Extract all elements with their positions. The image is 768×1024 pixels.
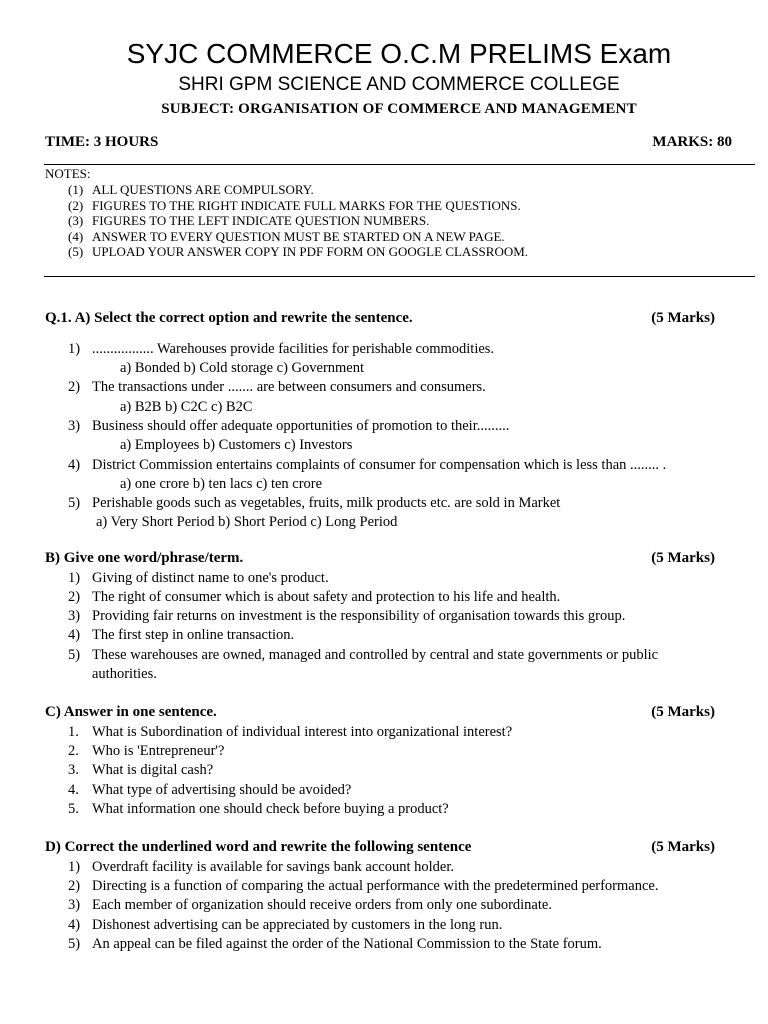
q1a-item-text: Perishable goods such as vegetables, fruits, milk products etc. are sold in Market xyxy=(92,495,561,511)
q1d-item-text: Each member of organization should receive orders from only one subordinate. xyxy=(92,897,552,913)
q1a-item-options: a) Employees b) Customers c) Investors xyxy=(120,437,353,453)
q1a-item-number: 4) xyxy=(68,457,81,473)
q1b-item-text-continued: authorities. xyxy=(92,666,157,682)
q1a-item-text: Business should offer adequate opportunities of promotion to their......... xyxy=(92,418,510,434)
divider-bottom xyxy=(44,276,755,277)
q1d-heading: D) Correct the underlined word and rewrite the following sentence xyxy=(45,839,472,855)
q1c-item-number: 3. xyxy=(68,762,79,778)
q1a-item-text: District Commission entertains complaints of consumer for compensation which is less than ........ . xyxy=(92,457,667,473)
q1d-item-text: An appeal can be filed against the order of the National Commission to the State forum. xyxy=(92,936,602,952)
q1b-heading: B) Give one word/phrase/term. xyxy=(45,550,244,566)
q1d-marks: (5 Marks) xyxy=(651,839,715,855)
note-number: (5) xyxy=(68,244,84,259)
q1a-item-text: ................. Warehouses provide facilities for perishable commodities. xyxy=(92,341,495,357)
note-text: FIGURES TO THE LEFT INDICATE QUESTION NUMBERS. xyxy=(92,213,430,228)
q1d-item-number: 2) xyxy=(68,878,81,894)
q1a-item-options: a) Bonded b) Cold storage c) Government xyxy=(120,360,365,376)
q1c-item-number: 5. xyxy=(68,801,79,817)
q1c-heading: C) Answer in one sentence. xyxy=(45,704,217,720)
q1b-item-number: 3) xyxy=(68,608,81,624)
q1d-item-text: Directing is a function of comparing the actual performance with the predetermined performance. xyxy=(92,878,659,894)
time-label: TIME: 3 HOURS xyxy=(45,134,159,150)
note-text: ANSWER TO EVERY QUESTION MUST BE STARTED ON A NEW PAGE. xyxy=(92,229,505,244)
q1c-item-text: What is Subordination of individual interest into organizational interest? xyxy=(92,724,513,740)
q1a-item-number: 5) xyxy=(68,495,81,511)
marks-label: MARKS: 80 xyxy=(652,134,732,150)
q1b-item-text: The first step in online transaction. xyxy=(92,627,295,643)
q1c-item-text: What information one should check before buying a product? xyxy=(92,801,449,817)
note-number: (3) xyxy=(68,213,84,228)
note-number: (1) xyxy=(68,182,84,197)
q1c-item-number: 1. xyxy=(68,724,79,740)
q1b-item-text: Providing fair returns on investment is the responsibility of organisation towards this group. xyxy=(92,608,626,624)
q1d-item-text: Overdraft facility is available for savings bank account holder. xyxy=(92,859,454,875)
q1b-marks: (5 Marks) xyxy=(651,550,715,566)
q1c-item-number: 4. xyxy=(68,782,79,798)
q1c-item-text: Who is 'Entrepreneur'? xyxy=(92,743,225,759)
q1a-marks: (5 Marks) xyxy=(651,310,715,326)
note-text: FIGURES TO THE RIGHT INDICATE FULL MARKS FOR THE QUESTIONS. xyxy=(92,198,521,213)
exam-title: SYJC COMMERCE O.C.M PRELIMS Exam xyxy=(126,38,672,69)
q1d-item-number: 1) xyxy=(68,859,81,875)
q1d-item-number: 4) xyxy=(68,917,81,933)
q1c-item-number: 2. xyxy=(68,743,79,759)
notes-heading: NOTES: xyxy=(45,166,91,181)
q1b-item-number: 4) xyxy=(68,627,81,643)
note-number: (2) xyxy=(68,198,84,213)
q1c-marks: (5 Marks) xyxy=(651,704,715,720)
note-text: ALL QUESTIONS ARE COMPULSORY. xyxy=(92,182,314,197)
q1b-item-text: These warehouses are owned, managed and controlled by central and state governments or public xyxy=(92,647,659,663)
q1d-item-number: 3) xyxy=(68,897,81,913)
note-number: (4) xyxy=(68,229,84,244)
college-name: SHRI GPM SCIENCE AND COMMERCE COLLEGE xyxy=(178,74,620,95)
subject-line: SUBJECT: ORGANISATION OF COMMERCE AND MANAGEMENT xyxy=(161,101,637,117)
q1a-item-options: a) one crore b) ten lacs c) ten crore xyxy=(120,476,323,492)
q1a-item-options: a) B2B b) C2C c) B2C xyxy=(120,399,253,415)
q1c-item-text: What is digital cash? xyxy=(92,762,214,778)
q1a-item-number: 3) xyxy=(68,418,81,434)
q1d-item-text: Dishonest advertising can be appreciated by customers in the long run. xyxy=(92,917,503,933)
q1a-item-options: a) Very Short Period b) Short Period c) Long Period xyxy=(96,514,398,530)
q1b-item-number: 5) xyxy=(68,647,81,663)
divider-top xyxy=(44,164,755,165)
note-text: UPLOAD YOUR ANSWER COPY IN PDF FORM ON GOOGLE CLASSROOM. xyxy=(92,244,529,259)
q1b-item-number: 1) xyxy=(68,570,81,586)
q1a-item-number: 2) xyxy=(68,379,81,395)
q1c-item-text: What type of advertising should be avoided? xyxy=(92,782,352,798)
q1b-item-text: The right of consumer which is about safety and protection to his life and health. xyxy=(92,589,561,605)
q1a-heading: Q.1. A) Select the correct option and rewrite the sentence. xyxy=(45,310,413,326)
q1a-item-number: 1) xyxy=(68,341,81,357)
q1a-item-text: The transactions under ....... are between consumers and consumers. xyxy=(92,379,486,395)
q1b-item-number: 2) xyxy=(68,589,81,605)
q1b-item-text: Giving of distinct name to one's product. xyxy=(92,570,329,586)
q1d-item-number: 5) xyxy=(68,936,81,952)
